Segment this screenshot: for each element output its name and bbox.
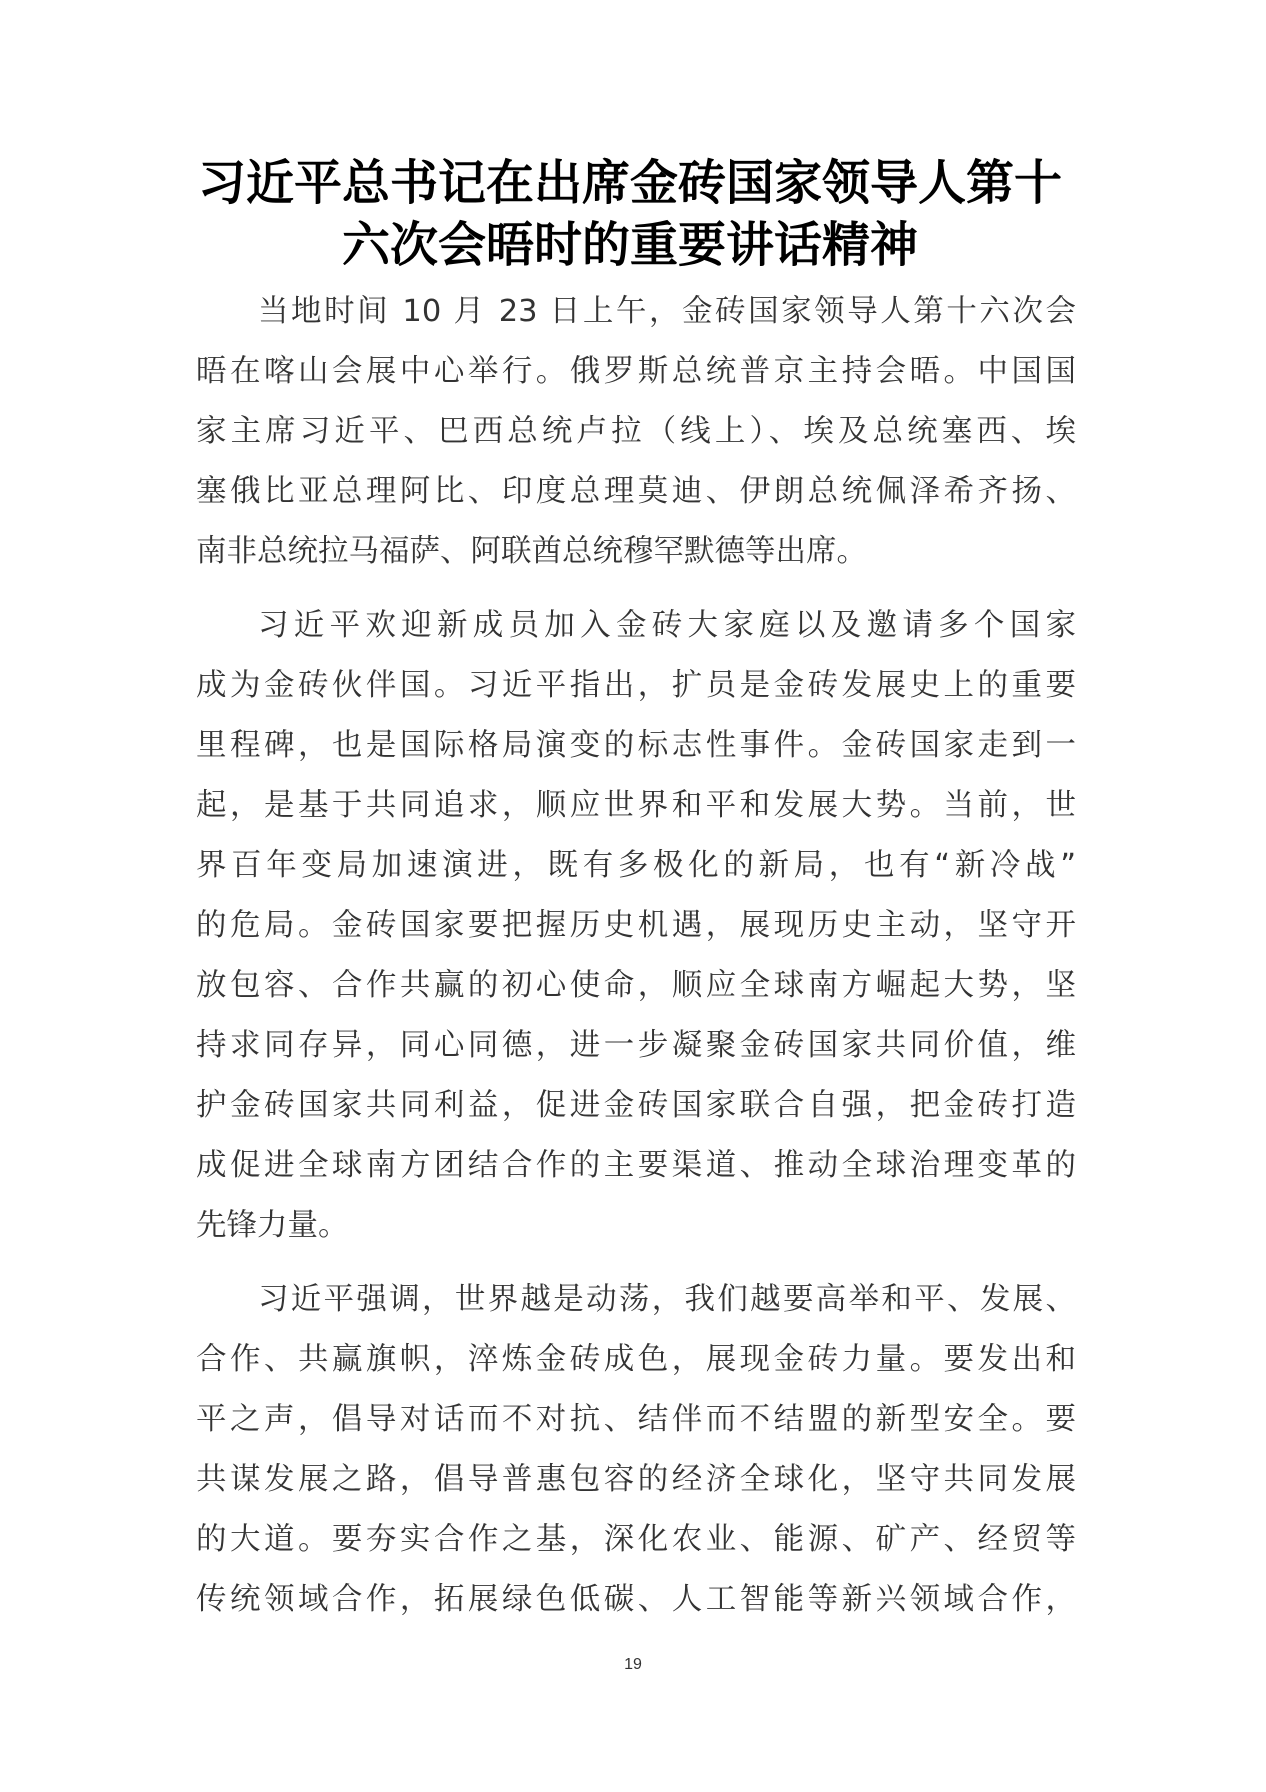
text-line: 先锋力量。 — [196, 1208, 349, 1243]
text-line: 护金砖国家共同利益，促进金砖国家联合自强，把金砖打造 — [196, 1088, 1076, 1123]
text-line: 共谋发展之路，倡导普惠包容的经济全球化，坚守共同发展 — [196, 1462, 1076, 1497]
paragraph-1 — [196, 282, 1076, 582]
text-line: 传统领域合作，拓展绿色低碳、人工智能等新兴领域合作， — [196, 1582, 1076, 1617]
paragraph-2 — [196, 596, 1076, 1256]
text-line: 家主席习近平、巴西总统卢拉（线上）、埃及总统塞西、埃 — [196, 414, 1076, 449]
paragraph-3 — [196, 1270, 1076, 1630]
title-line: 六次会晤时的重要讲话精神 — [341, 217, 918, 273]
text-line: 放包容、合作共赢的初心使命，顺应全球南方崛起大势，坚 — [196, 968, 1076, 1003]
text-line: 当地时间 10 月 23 日上午，金砖国家领导人第十六次会 — [258, 294, 1076, 329]
text-line: 的危局。金砖国家要把握历史机遇，展现历史主动，坚守开 — [196, 908, 1076, 943]
text-line: 习近平强调，世界越是动荡，我们越要高举和平、发展、 — [258, 1282, 1076, 1317]
document-body — [196, 282, 1076, 1630]
page-number: 19 — [624, 1656, 642, 1673]
text-line: 的大道。要夯实合作之基，深化农业、能源、矿产、经贸等 — [196, 1522, 1076, 1557]
text-line: 南非总统拉马福萨、阿联酋总统穆罕默德等出席。 — [196, 534, 867, 569]
title-line: 习近平总书记在出席金砖国家领导人第十 — [197, 155, 1062, 211]
text-line: 界百年变局加速演进，既有多极化的新局，也有“新冷战” — [196, 848, 1076, 883]
text-line: 习近平欢迎新成员加入金砖大家庭以及邀请多个国家 — [258, 608, 1076, 643]
text-line: 塞俄比亚总理阿比、印度总理莫迪、伊朗总统佩泽希齐扬、 — [196, 474, 1076, 509]
text-line: 起，是基于共同追求，顺应世界和平和发展大势。当前，世 — [196, 788, 1076, 823]
text-line: 成为金砖伙伴国。习近平指出，扩员是金砖发展史上的重要 — [196, 668, 1076, 703]
paragraph-gap — [196, 582, 1076, 596]
text-line: 成促进全球南方团结合作的主要渠道、推动全球治理变革的 — [196, 1148, 1076, 1183]
text-line: 晤在喀山会展中心举行。俄罗斯总统普京主持会晤。中国国 — [196, 354, 1076, 389]
paragraph-gap — [196, 1256, 1076, 1270]
text-line: 平之声，倡导对话而不对抗、结伴而不结盟的新型安全。要 — [196, 1402, 1076, 1437]
text-line: 合作、共赢旗帜，淬炼金砖成色，展现金砖力量。要发出和 — [196, 1342, 1076, 1377]
text-line: 里程碑，也是国际格局演变的标志性事件。金砖国家走到一 — [196, 728, 1076, 763]
text-line: 持求同存异，同心同德，进一步凝聚金砖国家共同价值，维 — [196, 1028, 1076, 1063]
document-title — [190, 152, 1070, 276]
